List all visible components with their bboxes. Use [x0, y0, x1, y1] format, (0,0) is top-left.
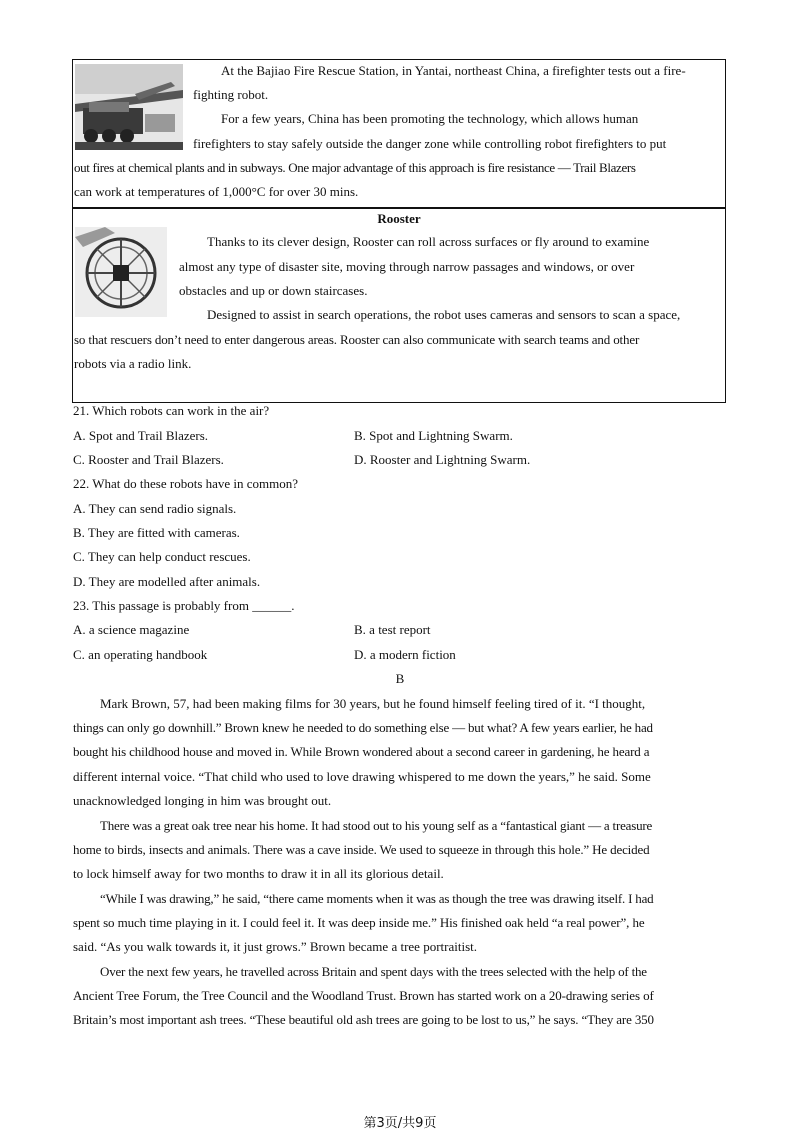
q23-option-d: D. a modern fiction — [354, 647, 456, 662]
box2-line-2: almost any type of disaster site, moving through narrow passages and windows, or over — [179, 259, 635, 274]
passage-line-6: There was a great oak tree near his home. It had stood out to his young self as a “fantastical giant — a treasure — [100, 818, 653, 833]
passage-line-8: to lock himself away for two months to draw it in all its glorious detail. — [73, 866, 444, 881]
q21-stem: 21. Which robots can work in the air? — [73, 403, 270, 418]
passage-line-10: spent so much time playing in it. I could feel it. It was deep inside me.” His finished oak held “a real power”, he — [73, 915, 645, 930]
q22-stem: 22. What do these robots have in common? — [73, 476, 299, 491]
passage-line-3: bought his childhood house and moved in. While Brown wondered about a second career in gardening, he heard a — [73, 744, 650, 759]
box1-line-2: fighting robot. — [193, 87, 269, 102]
q21-option-c: C. Rooster and Trail Blazers. — [73, 452, 224, 467]
q21-option-b: B. Spot and Lightning Swarm. — [354, 428, 513, 443]
q23-stem: 23. This passage is probably from ______. — [73, 598, 295, 613]
passage-line-7: home to birds, insects and animals. There was a cave inside. We used to squeeze in through this hole.” He decided — [73, 842, 650, 857]
passage-line-2: things can only go downhill.” Brown knew he needed to do something else — but what? A few years earlier, he had — [73, 720, 653, 735]
box1-line-6: can work at temperatures of 1,000°C for over 30 mins. — [74, 184, 359, 199]
q21-option-a: A. Spot and Trail Blazers. — [73, 428, 209, 443]
box2-line-5: so that rescuers don’t need to enter dangerous areas. Rooster can also communicate with search teams and other — [74, 332, 640, 347]
q22-option-b: B. They are fitted with cameras. — [73, 525, 240, 540]
box2-line-1: Thanks to its clever design, Rooster can roll across surfaces or fly around to examine — [207, 234, 650, 249]
box1-line-1: At the Bajiao Fire Rescue Station, in Yantai, northeast China, a firefighter tests out a fire- — [221, 63, 686, 78]
passage-line-9: “While I was drawing,” he said, “there came moments when it was as though the tree was drawing itself. I had — [100, 891, 654, 906]
passage-line-4: different internal voice. “That child who used to love drawing whispered to me down the years,” he said. Some — [73, 769, 651, 784]
box2-line-6: robots via a radio link. — [74, 356, 192, 371]
box2-line-3: obstacles and up or down staircases. — [179, 283, 368, 298]
section-label: B — [395, 671, 405, 686]
q22-option-a: A. They can send radio signals. — [73, 501, 237, 516]
box1-line-3: For a few years, China has been promoting the technology, which allows human — [221, 111, 639, 126]
passage-line-12: Over the next few years, he travelled across Britain and spent days with the trees selected with the help of the — [100, 964, 647, 979]
box1-line-5: out fires at chemical plants and in subways. One major advantage of this approach is fire resistance — Trail Blazers — [74, 160, 636, 175]
passage-line-11: said. “As you walk towards it, it just grows.” Brown became a tree portraitist. — [73, 939, 477, 954]
firefighting-robot-image — [75, 64, 183, 150]
box2-line-4: Designed to assist in search operations, the robot uses cameras and sensors to scan a space, — [207, 307, 681, 322]
passage-line-14: Britain’s most important ash trees. “These beautiful old ash trees are going to be lost to us,” he says. “They are 350 — [73, 1012, 654, 1027]
q23-option-b: B. a test report — [354, 622, 431, 637]
rooster-title: Rooster — [377, 211, 421, 226]
trail-blazers-panel — [72, 59, 726, 208]
passage-line-1: Mark Brown, 57, had been making films for 30 years, but he found himself feeling tired of it. “I thought, — [100, 696, 646, 711]
q23-option-a: A. a science magazine — [73, 622, 190, 637]
rooster-robot-image — [75, 227, 167, 317]
passage-line-5: unacknowledged longing in him was brought out. — [73, 793, 332, 808]
box1-line-4: firefighters to stay safely outside the danger zone while controlling robot firefighters to put — [193, 136, 667, 151]
q23-option-c: C. an operating handbook — [73, 647, 208, 662]
rooster-panel — [72, 207, 726, 403]
q21-option-d: D. Rooster and Lightning Swarm. — [354, 452, 531, 467]
q22-option-d: D. They are modelled after animals. — [73, 574, 261, 589]
page-number-footer: 第3页/共9页 — [363, 1116, 437, 1131]
q22-option-c: C. They can help conduct rescues. — [73, 549, 251, 564]
passage-line-13: Ancient Tree Forum, the Tree Council and the Woodland Trust. Brown has started work on a 20-drawing series of — [73, 988, 654, 1003]
